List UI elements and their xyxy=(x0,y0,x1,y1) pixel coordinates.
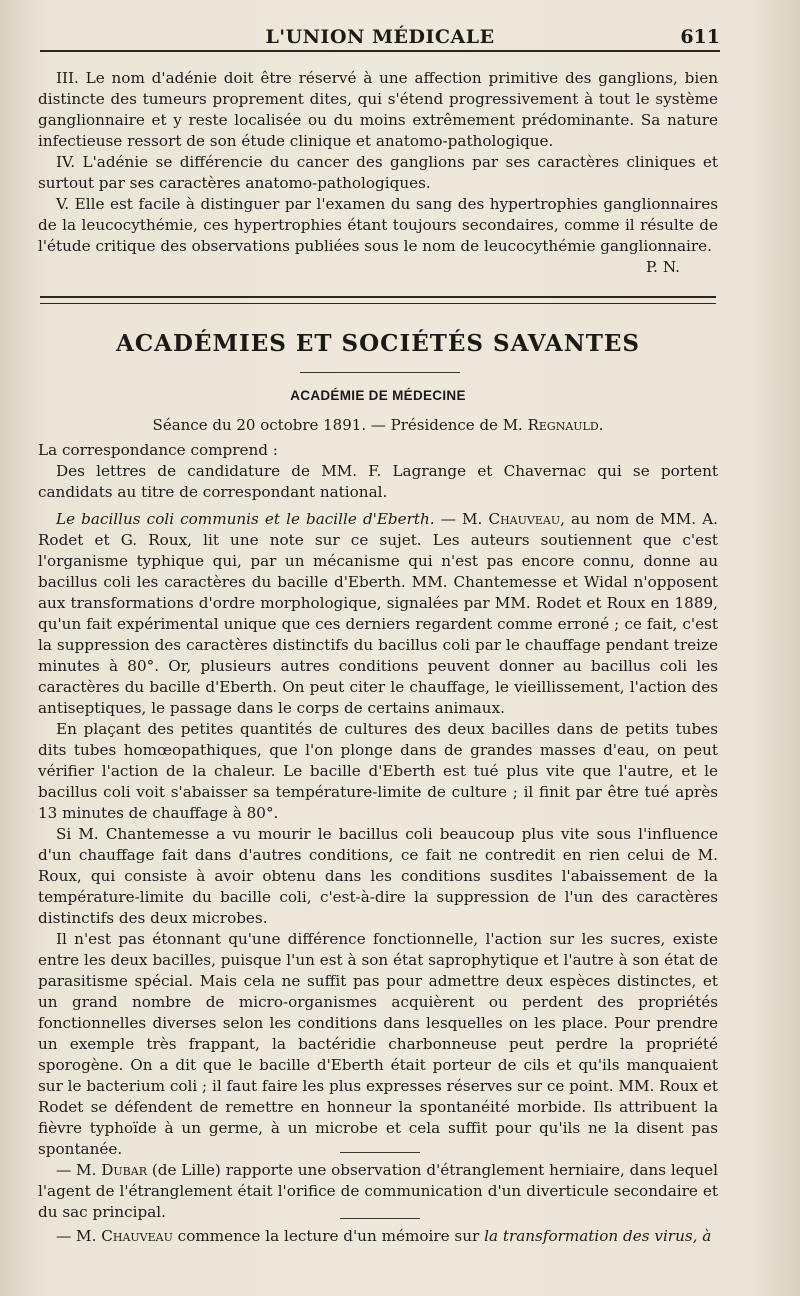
last-text: commence la lecture d'un mémoire sur xyxy=(172,1227,485,1245)
page-number: 611 xyxy=(680,26,720,48)
coli-paragraph xyxy=(38,509,718,719)
coli-title: Le bacillus coli communis et le bacille d'Eberth. xyxy=(56,510,435,528)
difference-paragraph: Il n'est pas étonnant qu'une différence fonctionnelle, l'action sur les sucres, existe entre les deux bacilles, puisque l'un est à son état saprophytique et l'autre à son état de parasitisme spécial. Mais cela ne suffit pas pour admettre deux espèces distinctes, et un grand nombre de micro-organismes acquièrent ou perdent des propriétés fonctionnelles diverses selon les conditions dans lesquelles on les place. Pour prendre un exemple très frappant, la bactéridie charbonneuse peut perdre la propriété sporogène. On a dit que le bacille d'Eberth était porteur de cils et qu'ils manquaient sur le bacterium coli ; il faut faire les plus expresses réserves sur ce point. MM. Roux et Rodet se défendent de remettre en honneur la spontanéité morbide. Ils attribuent la fièvre typhoïde à un germe, à un microbe et cela suffit pour qu'ils ne la disent pas spontanée. xyxy=(38,930,719,1158)
journal-title: L'UNION MÉDICALE xyxy=(265,26,495,48)
title-underline xyxy=(300,372,460,373)
president-name: Regnauld. xyxy=(527,416,604,434)
coli-text: , au nom de MM. A. Rodet et G. Roux, lit une note sur ce sujet. Les auteurs soutiennent que c'est l'organisme typhique qui, par un mécanisme qui n'est pas encore connu, donne au bacillus coli les caractères du bacille d'Eberth. MM. Chantemesse et Widal n'opposent aux transformations d'ordre morphologique, signalées par MM. Rodet et Roux en 1889, qu'un fait expérimental unique que ces derniers regardent comme erroné ; ce fait, c'est la suppression des caractères distinctifs du bacillus coli par le chauffage pendant treize minutes à 80°. Or, plusieurs autres conditions peuvent donner au bacillus coli les caractères du bacille d'Eberth. On peut citer le chauffage, le vieillissement, l'action des antiseptiques, le passage dans le corps de certains animaux. xyxy=(38,510,718,717)
dubar-paragraph xyxy=(38,1160,718,1223)
dubar-dash: — M. xyxy=(56,1161,102,1179)
correspondence-heading: La correspondance comprend : xyxy=(38,441,278,459)
dubar-block xyxy=(38,1160,718,1223)
short-divider-2 xyxy=(340,1218,420,1219)
coli-dash: — M. xyxy=(434,510,489,528)
session-text: Séance du 20 octobre 1891. — Présidence de M. xyxy=(152,416,523,434)
coli-author: Chauveau xyxy=(488,510,561,528)
academy-subheading: ACADÉMIE DE MÉDECINE xyxy=(290,388,466,403)
short-divider-1 xyxy=(340,1152,420,1153)
session-line xyxy=(40,416,716,434)
conclusion-4: IV. L'adénie se différencie du cancer des ganglions par ses caractères cliniques et surtout par ses caractères anatomo-pathologiques. xyxy=(38,153,718,192)
placant-paragraph: En plaçant des petites quantités de cultures des deux bacilles dans de petits tubes dits tubes homœopathiques, que l'on plonge dans de grandes masses d'eau, on peut vérifier l'action de la chaleur. Le bacille d'Eberth est tué plus vite que l'autre, et le bacillus coli voit s'abaisser sa température-limite de culture ; il finit par être tué après 13 minutes de chauffage à 80°. xyxy=(38,720,718,822)
conclusion-5: V. Elle est facile à distinguer par l'examen du sang des hypertrophies ganglionnaires de la leucocythémie, ces hypertrophies étant toujours secondaires, comme il résulte de l'étude critique des observations publiées sous le nom de leucocythémie ganglionnaire. xyxy=(38,195,718,255)
conclusions-block xyxy=(38,68,718,278)
running-header xyxy=(40,24,720,52)
chauveau-paragraph xyxy=(38,1226,718,1247)
proceedings-block xyxy=(38,440,718,1160)
last-dash: — M. xyxy=(56,1227,102,1245)
chauveau-block xyxy=(38,1226,718,1247)
dubar-text: (de Lille) rapporte une observation d'étranglement herniaire, dans lequel l'agent de l'étranglement était l'orifice de communication d'un diverticule secondaire et du sac principal. xyxy=(38,1161,719,1221)
section-divider xyxy=(40,296,716,304)
chantemesse-paragraph: Si M. Chantemesse a vu mourir le bacillus coli beaucoup plus vite sous l'influence d'un chauffage fait dans d'autres conditions, ce fait ne contredit en rien celui de M. Roux, qui consiste à avoir obtenu dans les conditions susdites l'abaissement de la température-limite du bacille coli, c'est-à-dire la suppression de l'un des caractères distinctifs des deux microbes. xyxy=(38,825,718,927)
section-title: ACADÉMIES ET SOCIÉTÉS SAVANTES xyxy=(116,330,640,357)
last-italic: la transformation des virus, à xyxy=(484,1227,712,1245)
conclusion-3: III. Le nom d'adénie doit être réservé à une affection primitive des ganglions, bien distincte des tumeurs proprement dites, qui s'étend progressivement à tout le système ganglionnaire et y reste localisée ou du moins extrêmement prédominante. Sa nature infectieuse ressort de son étude clinique et anatomo-pathologique. xyxy=(38,69,718,150)
last-author: Chauveau xyxy=(101,1227,173,1245)
correspondence-text: Des lettres de candidature de MM. F. Lagrange et Chavernac qui se portent candidats au titre de correspondant national. xyxy=(38,462,718,501)
dubar-author: Dubar xyxy=(101,1161,147,1179)
signature: P. N. xyxy=(646,258,680,276)
